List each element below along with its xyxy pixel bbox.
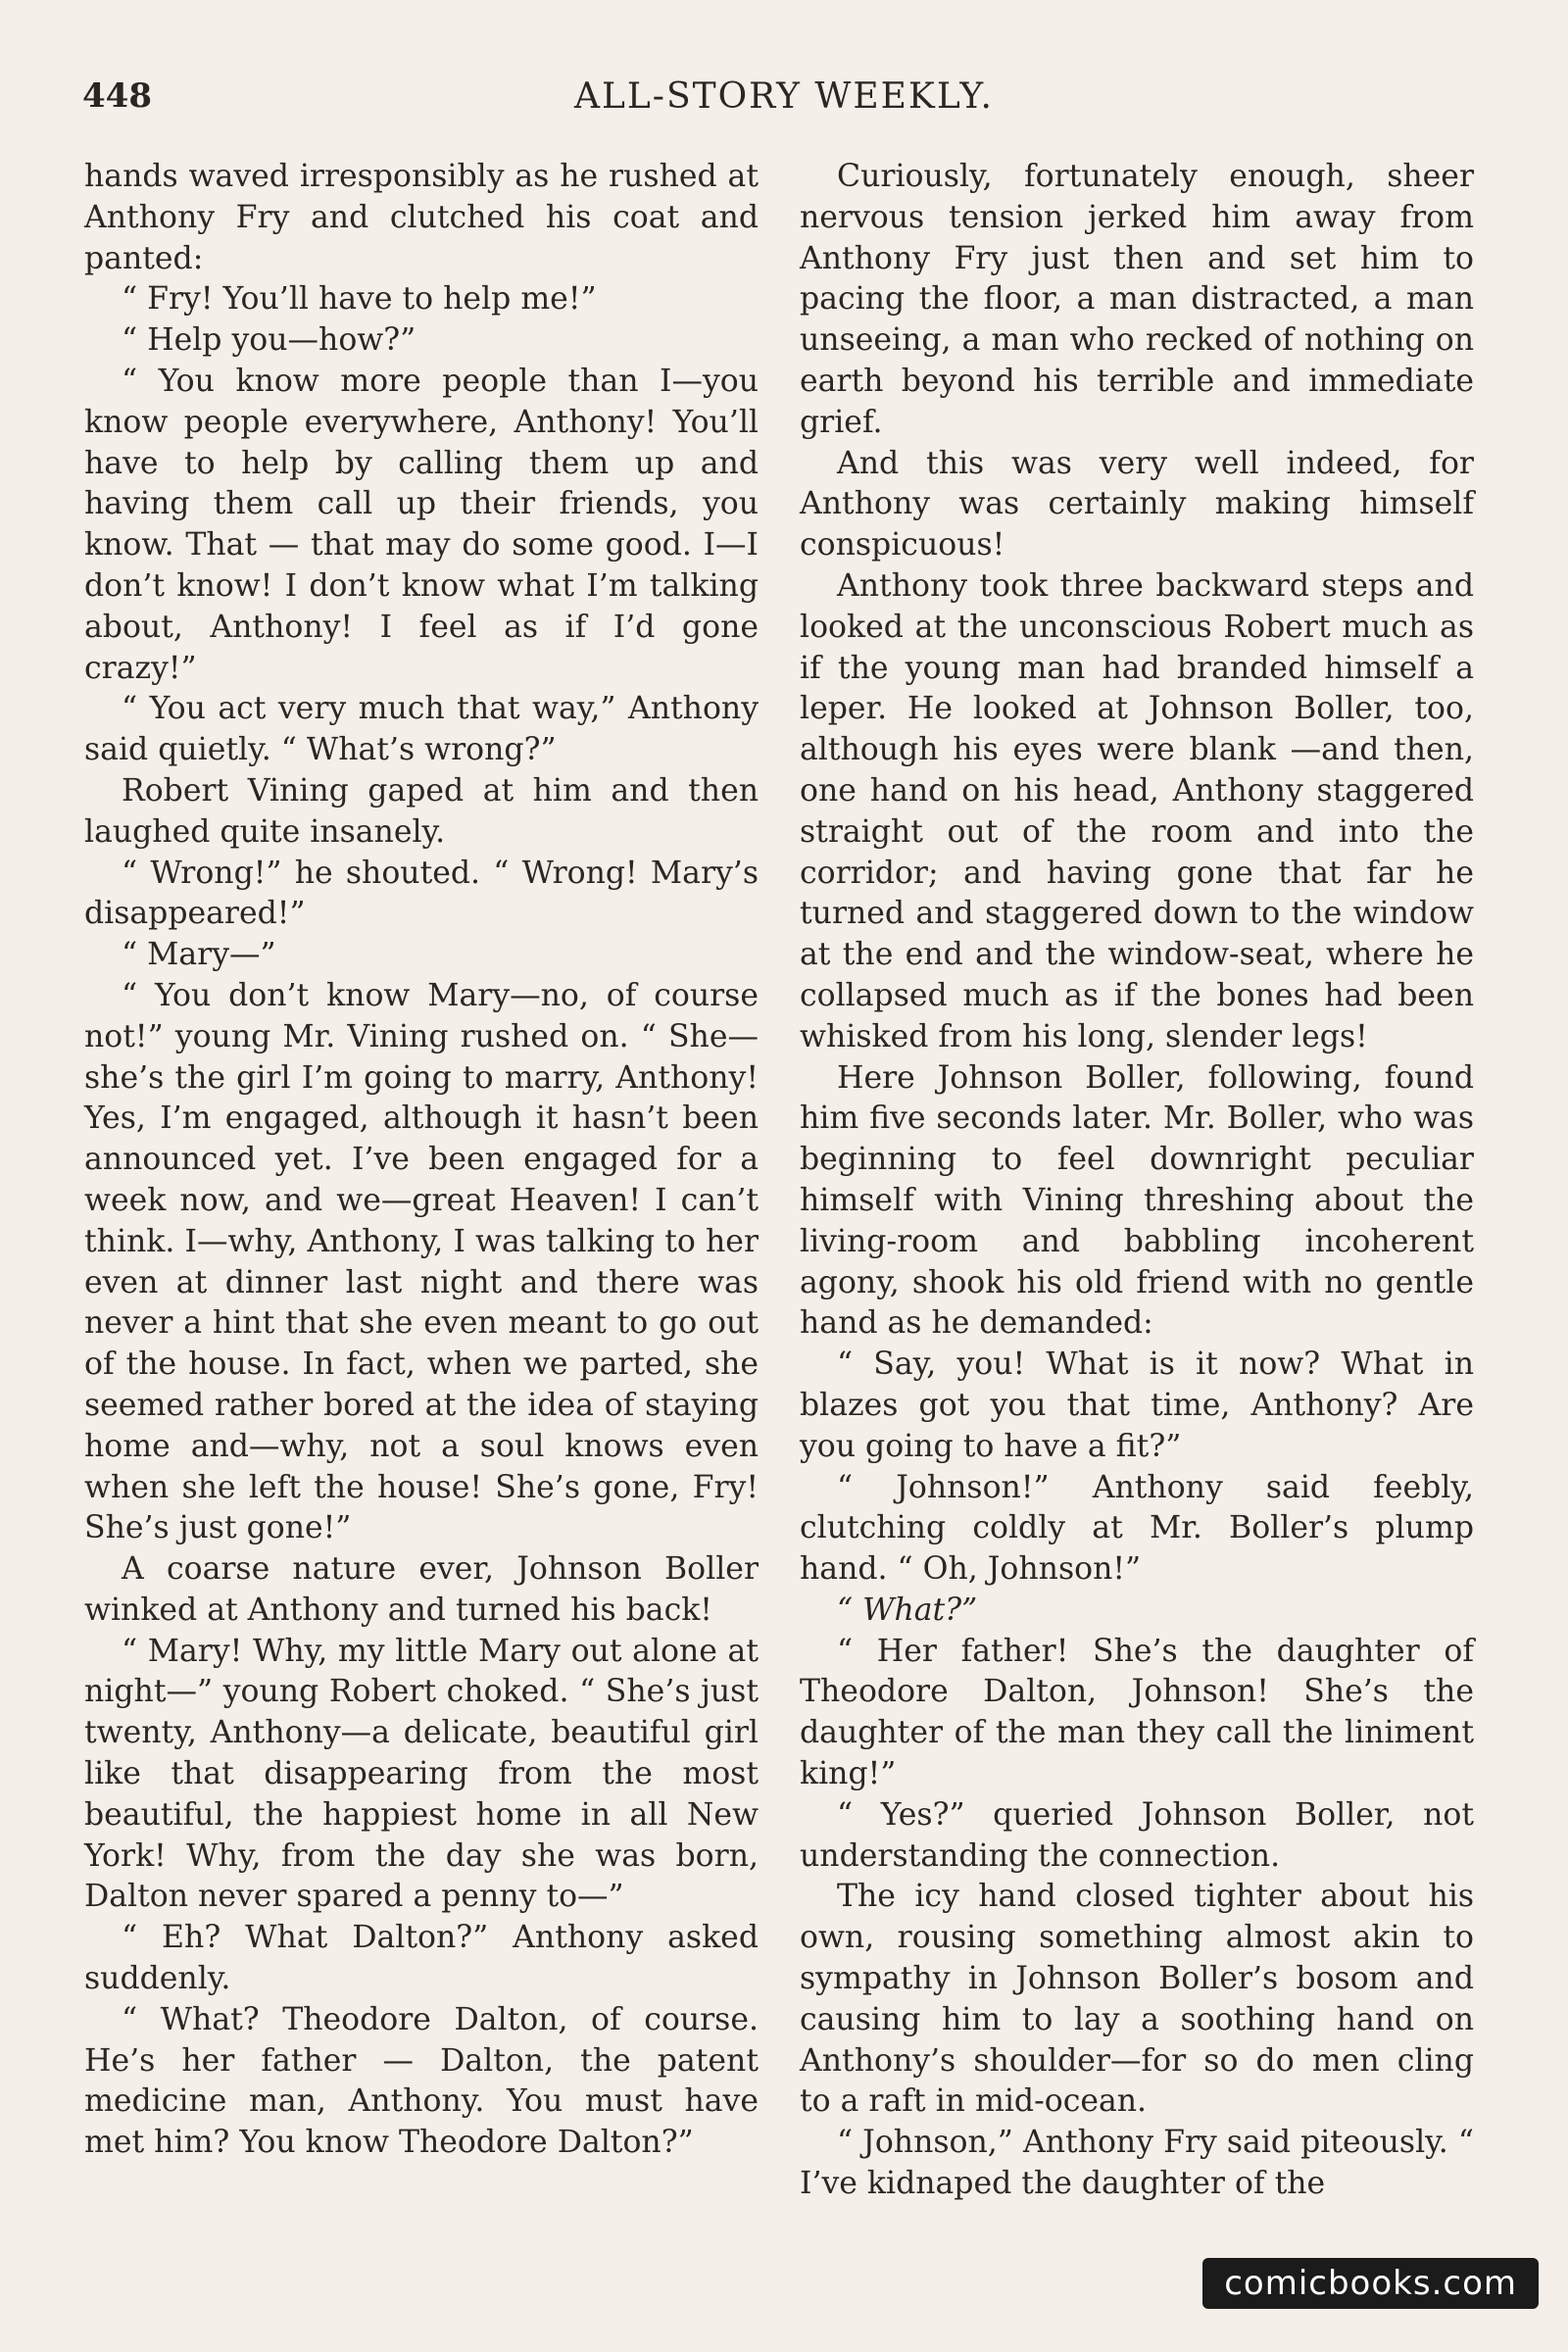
paragraph: The icy hand closed tighter about his own, rousing something almost akin to sympathy in Johnson Boller’s bosom and causing him to lay a soothing hand on Anthony’s shoulder—for so do men cling to a raft in mid-ocean.	[800, 1879, 1474, 2120]
paragraph: “ Fry! You’ll have to help me!”	[122, 281, 597, 318]
paragraph: Here Johnson Boller, following, found him five seconds later. Mr. Boller, who was beginning to feel downright peculiar himself with Vining threshing about the living-room and babbling incoherent agony, shook his old friend with no gentle hand as he demanded:	[800, 1059, 1474, 1342]
paragraph: “ Her father! She’s the daughter of Theodore Dalton, Johnson! She’s the daughter of the man they call the liniment king!”	[800, 1633, 1474, 1792]
page-number: 448	[82, 76, 152, 116]
paragraph: “ You know more people than I—you know people everywhere, Anthony! You’ll have to help by calling them up and having them call up their friends, you know. That — that may do some good. I—I don’t know! I don’t know what I’m talking about, Anthony! I feel as if I’d gone crazy!”	[84, 363, 759, 686]
paragraph: Anthony took three backward steps and looked at the unconscious Robert much as if the young man had branded himself a leper. He looked at Johnson Boller, too, although his eyes were blank —and then, one hand on his head, Anthony staggered straight out of the room and into the corridor; and having gone that far he turned and staggered down to the window at the end and the window-seat, where he collapsed much as if the bones had been whisked from his long, slender legs!	[800, 567, 1474, 1054]
paragraph: “ What?”	[837, 1592, 978, 1628]
right-column	[800, 157, 1474, 2205]
paragraph: And this was very well indeed, for Anthony was certainly making himself conspicuous!	[800, 445, 1474, 564]
paragraph: “ Wrong!” he shouted. “ Wrong! Mary’s disappeared!”	[84, 855, 759, 932]
running-head: ALL-STORY WEEKLY.	[574, 76, 994, 117]
left-column	[84, 157, 759, 2164]
paragraph: “ Mary—”	[122, 937, 276, 973]
paragraph: “ Johnson,” Anthony Fry said piteously. “ I’ve kidnaped the daughter of the	[800, 2125, 1474, 2202]
paragraph: “ You don’t know Mary—no, of course not!” young Mr. Vining rushed on. “ She—she’s the girl I’m going to marry, Anthony! Yes, I’m engaged, although it hasn’t been announced yet. I’ve been engaged for a week now, and we—great Heaven! I can’t think. I—why, Anthony, I was talking to her even at dinner last night and there was never a hint that she even meant to go out of the house. In fact, when we parted, she seemed rather bored at the idea of staying home and—why, not a soul knows even when she left the house! She’s gone, Fry! She’s just gone!”	[84, 977, 759, 1546]
paragraph: “ Eh? What Dalton?” Anthony asked suddenly.	[84, 1920, 759, 1997]
paragraph: Curiously, fortunately enough, sheer nervous tension jerked him away from Anthony Fry just then and set him to pacing the floor, a man distracted, a man unseeing, a man who recked of nothing on earth beyond his terrible and immediate grief.	[800, 159, 1474, 440]
paragraph: “ Say, you! What is it now? What in blazes got you that time, Anthony? Are you going to have a fit?”	[800, 1347, 1474, 1464]
page-header	[82, 76, 1486, 125]
paragraph: A coarse nature ever, Johnson Boller winked at Anthony and turned his back!	[84, 1551, 759, 1628]
paragraph: “ Yes?” queried Johnson Boller, not understanding the connection.	[800, 1796, 1474, 1874]
paragraph: “ Johnson!” Anthony said feebly, clutching coldly at Mr. Boller’s plump hand. “ Oh, Johnson!”	[800, 1469, 1474, 1588]
paragraph: “ What? Theodore Dalton, of course. He’s her father — Dalton, the patent medicine man, Anthony. You must have met him? You know Theodore Dalton?”	[84, 2001, 759, 2161]
watermark-logo: comicbooks.com	[1202, 2258, 1539, 2309]
paragraph: “ Mary! Why, my little Mary out alone at night—” young Robert choked. “ She’s just twenty, Anthony—a delicate, beautiful girl like that disappearing from the most beautiful, the happiest home in all New York! Why, from the day she was born, Dalton never spared a penny to—”	[84, 1633, 759, 1915]
paragraph: “ Help you—how?”	[122, 322, 416, 359]
paragraph: “ You act very much that way,” Anthony said quietly. “ What’s wrong?”	[84, 691, 759, 768]
paragraph: hands waved irresponsibly as he rushed at Anthony Fry and clutched his coat and panted:	[84, 159, 759, 276]
paragraph: Robert Vining gaped at him and then laughed quite insanely.	[84, 772, 759, 850]
